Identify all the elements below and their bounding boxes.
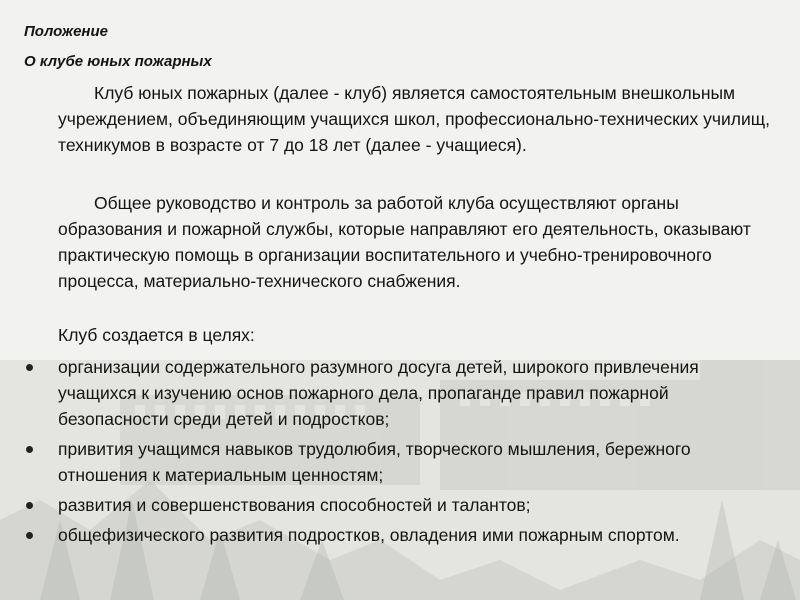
bullet-icon <box>26 532 33 539</box>
bullet-icon <box>26 446 33 453</box>
list-item-text: организации содержательного разумного досуга детей, широкого привлечения учащихся к изучению основ пожарного дела, пропаганде правил пожарной безопасности среди детей и подростков; <box>58 357 699 429</box>
document-subtitle: О клубе юных пожарных <box>24 53 212 70</box>
list-item <box>58 436 780 488</box>
list-item-text: общефизического развития подростков, овладения ими пожарным спортом. <box>58 525 680 545</box>
document-title: Положение <box>24 23 109 40</box>
paragraph-club-definition: Клуб юных пожарных (далее - клуб) является самостоятельным внешкольным учреждением, объединяющим учащихся школ, профессионально-технических училищ, техникумов в возрасте от 7 до 18 лет (далее - учащиеся). <box>58 83 771 155</box>
list-item <box>58 522 780 548</box>
bullet-icon <box>26 364 33 371</box>
bullet-icon <box>26 502 33 509</box>
paragraph-goals-intro: Клуб создается в целях: <box>58 325 255 345</box>
list-item-text: привития учащимся навыков трудолюбия, творческого мышления, бережного отношения к материальным ценностям; <box>58 439 691 485</box>
list-item <box>58 354 780 432</box>
list-item-text: развития и совершенствования способностей и талантов; <box>58 495 531 515</box>
list-item <box>58 492 780 518</box>
paragraph-management: Общее руководство и контроль за работой клуба осуществляют органы образования и пожарной службы, которые направляют его деятельность, оказывают практическую помощь в организации воспитательного и учебно-тренировочного процесса, материально-технического снабжения. <box>58 193 751 291</box>
